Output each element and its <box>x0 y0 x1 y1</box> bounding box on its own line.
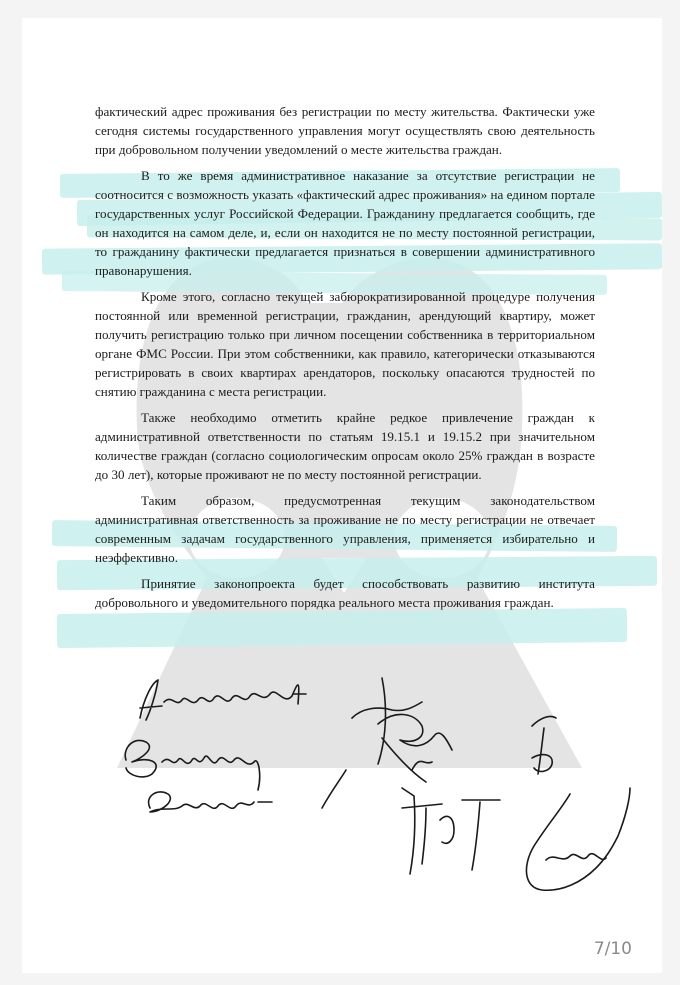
page-number: 7/10 <box>593 939 632 959</box>
signature <box>526 788 630 890</box>
signature <box>140 680 306 720</box>
paragraph: Таким образом, предусмотренная текущим законодательством административная ответственность за проживание не по месту регистрации не отвечает современным задачам государственного управления, применяется избирательно и неэффективно. <box>95 493 595 565</box>
document-page <box>22 18 662 973</box>
signature <box>532 716 556 774</box>
signatures <box>22 18 662 973</box>
signature <box>352 678 452 764</box>
signature <box>149 792 272 812</box>
signature <box>125 740 259 790</box>
paragraph: В то же время административное наказание за отсутствие регистрации не соотносится с возможность указать «фактический адрес проживания» на едином портале государственных услуг Российской Федерации. Гражданину предлагается сообщить, где он находится на самом деле, и, если он находится не по месту постоянной регистрации, то гражданину фактически предлагается признаться в совершении административного правонарушения. <box>95 168 595 278</box>
paragraph: Также необходимо отметить крайне редкое привлечение граждан к административной ответственности по статьям 19.15.1 и 19.15.2 при значительном количестве граждан (согласно социологическим опросам около 25% граждан в возрасте до 30 лет), которые проживают не по месту постоянной регистрации. <box>95 410 595 482</box>
signature <box>322 738 432 808</box>
paragraph: Кроме этого, согласно текущей забюрократизированной процедуре получения постоянной или временной регистрации, гражданин, арендующий квартиру, может получить регистрацию только при личном посещении собственника в территориальном органе ФМС России. При этом собственники, как правило, категорически отказываются регистрировать в своих квартирах арендаторов, поскольку опасаются трудностей по снятию гражданина с места регистрации. <box>95 289 595 399</box>
paragraph: фактический адрес проживания без регистрации по месту жительства. Фактически уже сегодня системы государственного управления могут осуществлять свою деятельность при добровольном получении уведомлений о месте жительства граждан. <box>95 104 595 157</box>
paragraph: Принятие законопроекта будет способствовать развитию института добровольного и уведомительного порядка реального места проживания граждан. <box>95 576 595 610</box>
signature <box>402 788 500 874</box>
